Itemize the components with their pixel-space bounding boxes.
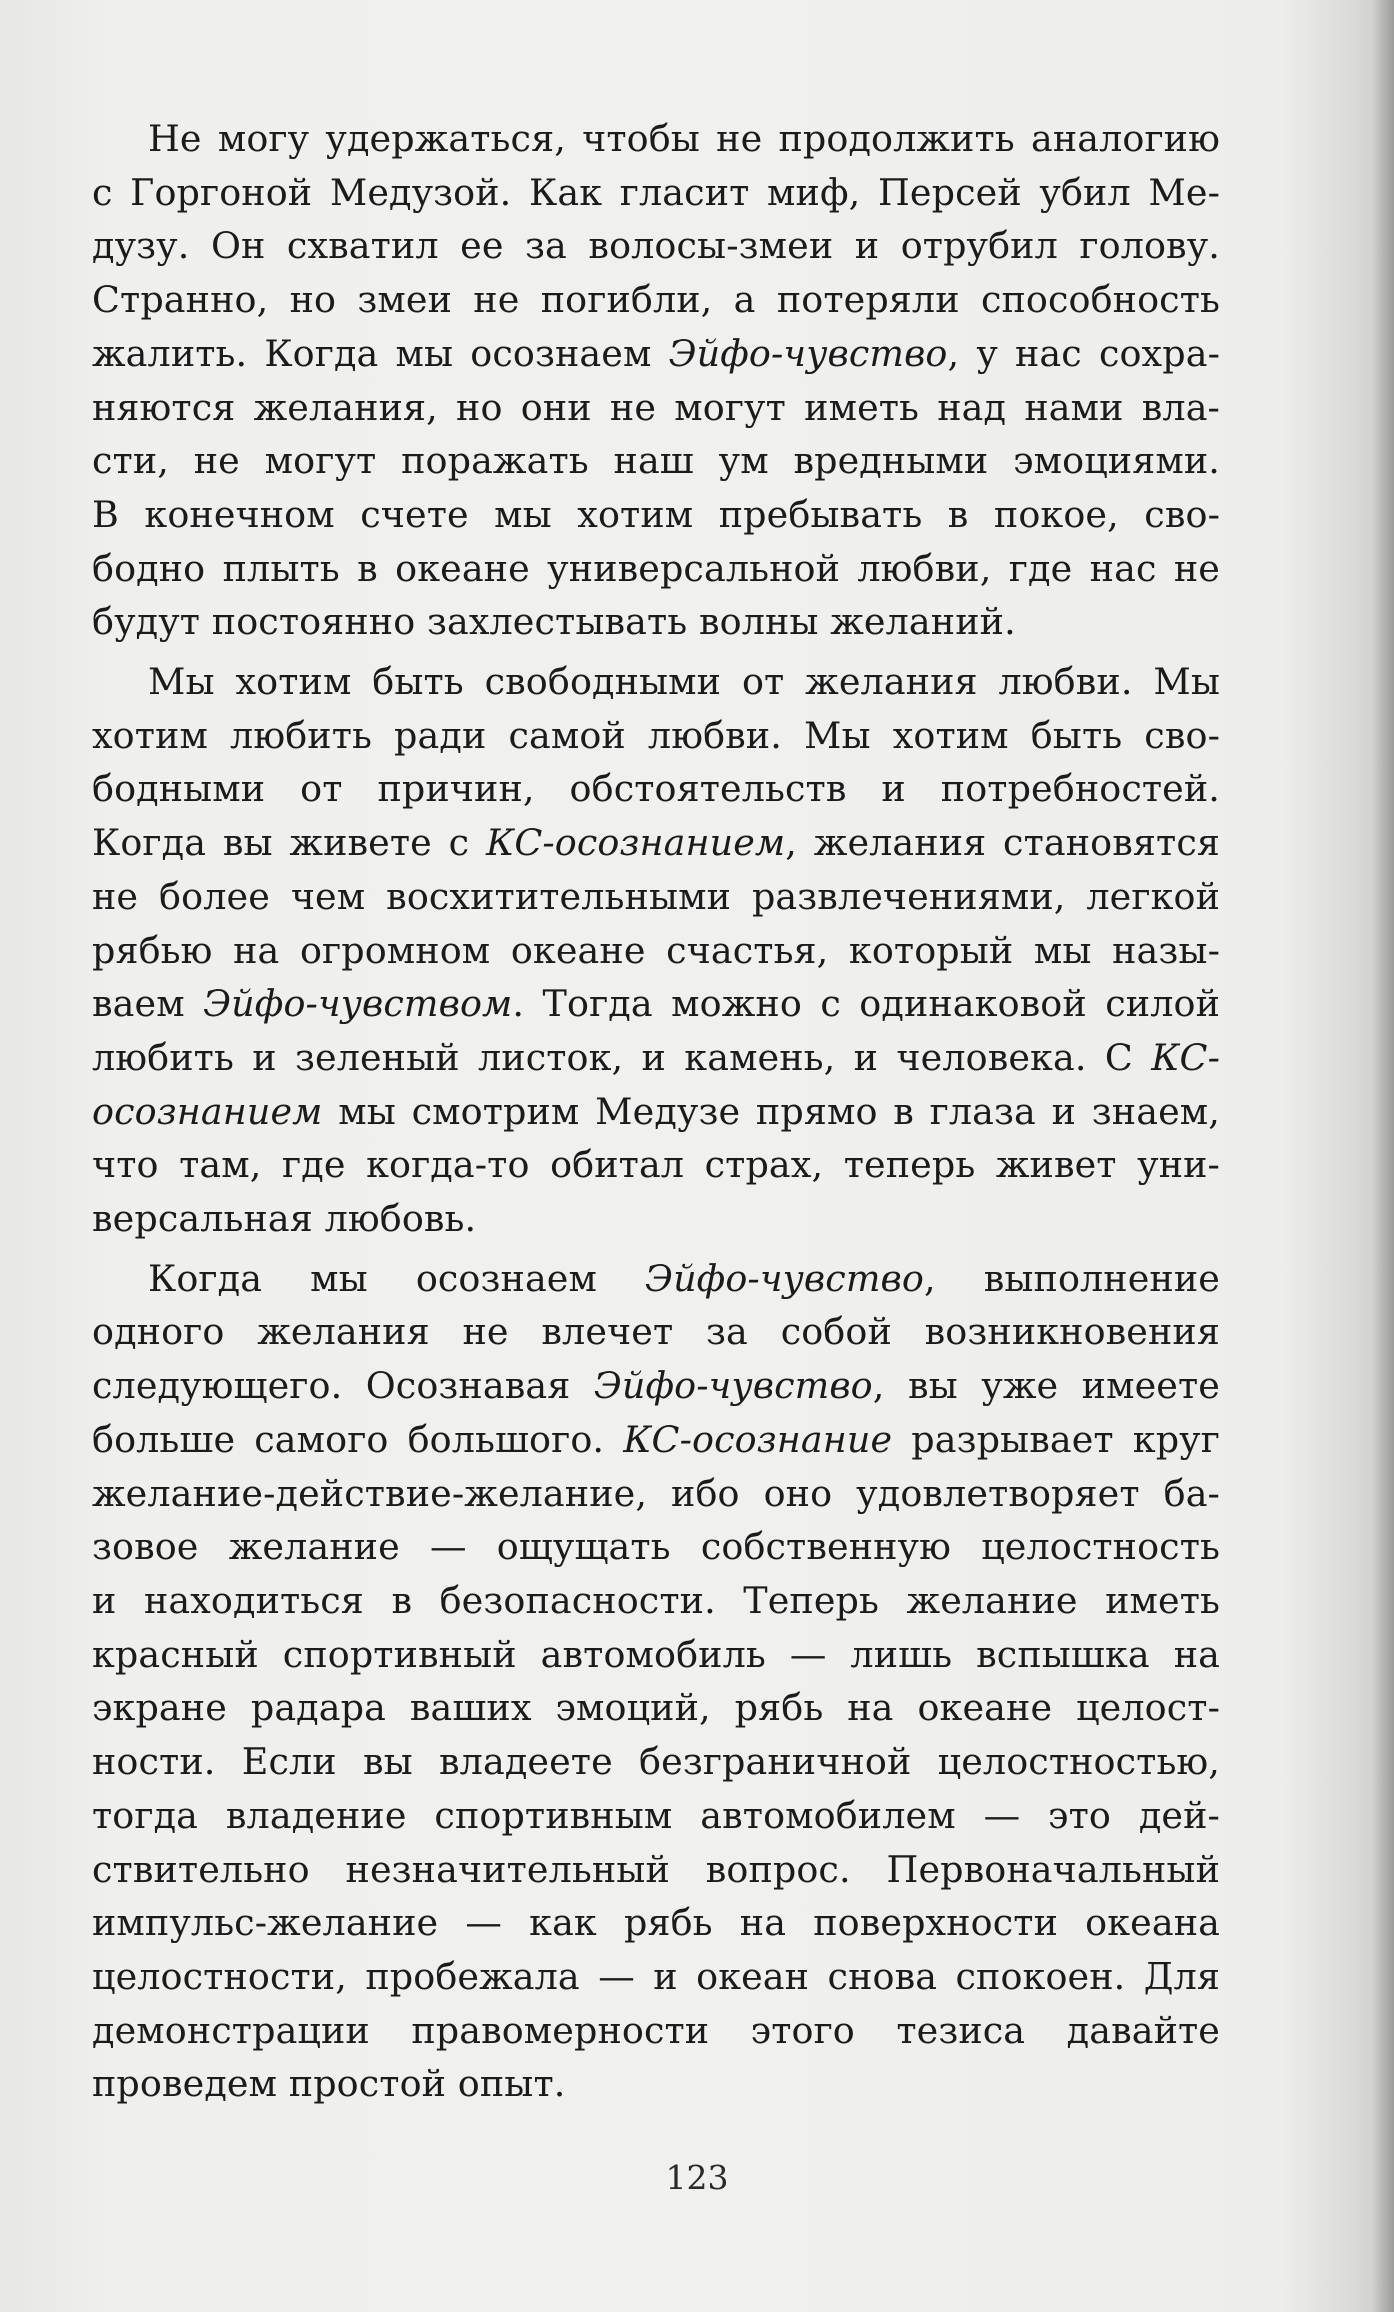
text-segment: не более чем восхитительными развлечениями, легкой <box>92 874 1220 918</box>
text-segment: ваем <box>92 982 204 1026</box>
italic-term: Эйфо-чувством <box>203 982 513 1026</box>
text-segment: бодно плыть в океане универсальной любви, где нас не <box>92 546 1220 590</box>
text-segment: дузу. Он схватил ее за волосы-змеи и отрубил голову. <box>92 224 1220 268</box>
text-segment: с Горгоной Медузой. Как гласит миф, Персей убил Ме- <box>92 170 1220 214</box>
body-text <box>92 112 1220 2117</box>
text-segment: мы смотрим Медузе прямо в глаза и знаем, <box>322 1089 1220 1133</box>
text-segment: ствительно незначительный вопрос. Первоначальный <box>92 1847 1220 1891</box>
text-segment: красный спортивный автомобиль — лишь вспышка на <box>92 1632 1220 1676</box>
text-segment: импульс-желание — как рябь на поверхности океана <box>92 1901 1220 1945</box>
italic-term: КС-осознанием <box>485 821 786 865</box>
text-line <box>92 273 1220 327</box>
text-line <box>92 327 1220 381</box>
text-line <box>92 709 1220 763</box>
text-segment: следующего. Осознавая <box>92 1364 594 1408</box>
text-segment: ности. Если вы владеете безграничной целостностью, <box>92 1740 1220 1784</box>
text-segment: любить и зеленый листок, и камень, и человека. С <box>92 1035 1152 1079</box>
text-line <box>92 434 1220 488</box>
text-line <box>92 166 1220 220</box>
paragraph <box>92 655 1220 1246</box>
text-line <box>92 924 1220 978</box>
text-line <box>92 1681 1220 1735</box>
text-line <box>92 1031 1220 1085</box>
text-segment: жалить. Когда мы осознаем <box>92 331 669 375</box>
text-line <box>92 1628 1220 1682</box>
text-line <box>92 1843 1220 1897</box>
text-segment: версальная любовь. <box>92 1197 477 1241</box>
text-segment: , выполнение <box>923 1256 1220 1300</box>
text-line <box>92 219 1220 273</box>
paragraph <box>92 1252 1220 2111</box>
text-segment: , у нас сохра- <box>947 331 1221 375</box>
text-line <box>92 655 1220 709</box>
text-line <box>92 381 1220 435</box>
italic-term: осознанием <box>92 1089 323 1133</box>
text-line <box>92 2057 1220 2111</box>
text-line <box>92 816 1220 870</box>
text-line <box>92 1138 1220 1192</box>
text-segment: что там, где когда-то обитал страх, теперь живет уни- <box>92 1143 1220 1187</box>
text-segment: экране радара ваших эмоций, рябь на океане целост- <box>92 1686 1220 1730</box>
text-segment: зовое желание — ощущать собственную целостность <box>92 1525 1220 1569</box>
text-line <box>92 1735 1220 1789</box>
text-line <box>92 1305 1220 1359</box>
text-line <box>92 1085 1220 1139</box>
text-line <box>92 1413 1220 1467</box>
text-line <box>92 1789 1220 1843</box>
text-line <box>92 488 1220 542</box>
text-segment: тогда владение спортивным автомобилем — это дей- <box>92 1793 1220 1837</box>
text-line <box>92 1252 1220 1306</box>
text-segment: желание-действие-желание, ибо оно удовлетворяет ба- <box>92 1471 1220 1515</box>
text-segment: Мы хотим быть свободными от желания любви. Мы <box>148 660 1220 704</box>
italic-term: КС-осознание <box>623 1417 893 1461</box>
text-line <box>92 1896 1220 1950</box>
text-segment: и находиться в безопасности. Теперь желание иметь <box>92 1578 1220 1622</box>
text-segment: Когда мы осознаем <box>148 1256 646 1300</box>
italic-term: Эйфо-чувство <box>645 1256 924 1300</box>
text-line <box>92 1574 1220 1628</box>
text-segment: одного желания не влечет за собой возникновения <box>92 1310 1220 1354</box>
italic-term: Эйфо-чувство <box>593 1364 873 1408</box>
text-segment: сти, не могут поражать наш ум вредными эмоциями. <box>92 439 1220 483</box>
text-line <box>92 762 1220 816</box>
text-line <box>92 870 1220 924</box>
text-segment: бодными от причин, обстоятельств и потребностей. <box>92 767 1220 811</box>
text-segment: Странно, но змеи не погибли, а потеряли способность <box>92 278 1220 322</box>
text-line <box>92 1520 1220 1574</box>
text-segment: Когда вы живете с <box>92 821 486 865</box>
text-segment: рябью на огромном океане счастья, который мы назы- <box>92 928 1220 972</box>
text-segment: няются желания, но они не могут иметь над нами вла- <box>92 385 1220 429</box>
text-segment: разрывает круг <box>892 1417 1220 1461</box>
text-segment: хотим любить ради самой любви. Мы хотим быть сво- <box>92 713 1220 757</box>
text-line <box>92 2004 1220 2058</box>
text-segment: . Тогда можно с одинаковой силой <box>512 982 1220 1026</box>
text-line <box>92 1359 1220 1413</box>
text-segment: , вы уже имеете <box>872 1364 1220 1408</box>
text-line <box>92 1467 1220 1521</box>
text-segment: , желания становятся <box>785 821 1220 865</box>
italic-term: КС- <box>1151 1035 1220 1079</box>
text-segment: больше самого большого. <box>92 1417 624 1461</box>
text-line <box>92 977 1220 1031</box>
text-line <box>92 1950 1220 2004</box>
paragraph <box>92 112 1220 649</box>
text-line <box>92 595 1220 649</box>
text-segment: будут постоянно захлестывать волны желаний. <box>92 600 1016 644</box>
page-number: 123 <box>665 2158 729 2197</box>
text-line <box>92 542 1220 596</box>
text-line <box>92 1192 1220 1246</box>
text-segment: демонстрации правомерности этого тезиса давайте <box>92 2008 1220 2052</box>
italic-term: Эйфо-чувство <box>668 331 948 375</box>
text-line <box>92 112 1220 166</box>
text-segment: Не могу удержаться, чтобы не продолжить аналогию <box>148 117 1220 160</box>
text-segment: целостности, пробежала — и океан снова спокоен. Для <box>92 1954 1220 1998</box>
text-segment: проведем простой опыт. <box>92 2062 566 2106</box>
text-segment: В конечном счете мы хотим пребывать в покое, сво- <box>92 492 1220 536</box>
